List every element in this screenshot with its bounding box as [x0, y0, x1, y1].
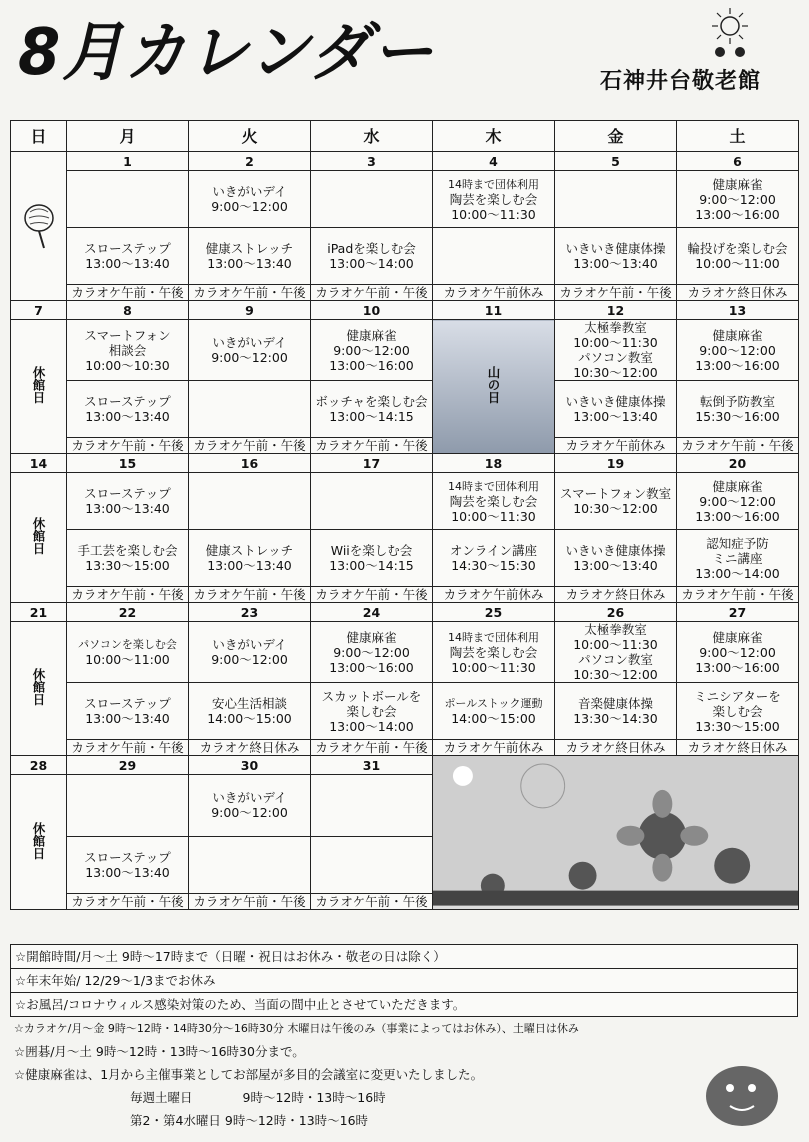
event-time: 13:00〜13:40 — [85, 864, 170, 880]
week4-dates — [11, 603, 799, 622]
date-29: 29 — [67, 756, 189, 775]
event-name: 健康麻雀 — [346, 327, 397, 343]
date-31: 31 — [311, 756, 433, 775]
event-name: 楽しむ会 — [346, 703, 397, 719]
event-name: いきいき健康体操 — [565, 394, 666, 409]
week1-dates — [11, 152, 799, 171]
date-25: 25 — [433, 603, 555, 622]
event-time: 9:00〜12:00 — [699, 493, 776, 509]
sunflower-illustration — [433, 756, 799, 910]
week3-karaoke — [11, 587, 799, 603]
closed-text: 休館日 — [31, 366, 46, 404]
event-name: いきがいデイ — [212, 335, 287, 350]
event-time: 13:00〜13:40 — [207, 256, 292, 271]
event-time: 9:00〜12:00 — [211, 652, 288, 667]
note-mahjong-sat: 毎週土曜日 9時〜12時・13時〜16時 — [130, 1090, 386, 1105]
karaoke-status: カラオケ終日休み — [677, 285, 799, 301]
week3-afternoon — [11, 530, 799, 587]
event-cell — [189, 228, 311, 285]
event-name: スマートフォン — [84, 327, 171, 343]
date-16: 16 — [189, 454, 311, 473]
week3-dates — [11, 454, 799, 473]
event-time: 9:00〜12:00 — [333, 342, 410, 358]
event-time: 13:00〜13:40 — [573, 409, 658, 424]
date-13: 13 — [677, 301, 799, 320]
karaoke-status: カラオケ午前・午後 — [311, 893, 433, 909]
event-time: 13:00〜13:40 — [85, 409, 170, 424]
karaoke-status: カラオケ午前・午後 — [677, 438, 799, 454]
event-cell — [189, 683, 311, 740]
event-name: パソコンを楽しむ会 — [78, 638, 177, 651]
event-cell — [555, 320, 677, 381]
date-8: 8 — [67, 301, 189, 320]
event-name: スローステップ — [84, 486, 171, 501]
week1-sun-cell — [11, 152, 67, 301]
note-bath: ☆お風呂/コロナウィルス感染対策のため、当面の間中止とさせていただきます。 — [10, 993, 798, 1017]
event-cell — [311, 320, 433, 381]
weekday-sun: 日 — [11, 121, 67, 152]
note-go: ☆囲碁/月〜土 9時〜12時・13時〜16時30分まで。 — [14, 1044, 305, 1059]
mascot-illustration — [690, 1036, 790, 1132]
event-time: 13:00〜16:00 — [695, 508, 780, 524]
event-cell — [189, 171, 311, 228]
date-21: 21 — [11, 603, 67, 622]
karaoke-status: カラオケ午前・午後 — [67, 285, 189, 301]
event-time: 9:00〜12:00 — [699, 644, 776, 660]
event-cell — [677, 381, 799, 438]
date-18: 18 — [433, 454, 555, 473]
event-time: 10:00〜11:30 — [451, 206, 536, 222]
note-mahjong-wed: 第2・第4水曜日 9時〜12時・13時〜16時 — [130, 1113, 369, 1128]
weekday-tue: 火 — [189, 121, 311, 152]
event-time: 9:00〜12:00 — [211, 350, 288, 365]
karaoke-status: カラオケ午前休み — [433, 740, 555, 756]
event-cell — [311, 381, 433, 438]
week4-afternoon — [11, 683, 799, 740]
week3-morning — [11, 473, 799, 530]
date-7: 7 — [11, 301, 67, 320]
week1-morning — [11, 171, 799, 228]
event-name: ミニシアターを — [694, 688, 781, 704]
event-cell — [555, 381, 677, 438]
event-name: いきいき健康体操 — [565, 241, 666, 256]
event-name: いきがいデイ — [212, 790, 287, 806]
event-cell — [67, 836, 189, 893]
event-time: 13:00〜16:00 — [695, 659, 780, 675]
event-cell — [67, 381, 189, 438]
closed-day-label — [11, 473, 67, 603]
karaoke-status: カラオケ午前・午後 — [189, 438, 311, 454]
event-cell — [311, 683, 433, 740]
event-time: 13:00〜13:40 — [207, 558, 292, 573]
karaoke-status: カラオケ午前・午後 — [311, 285, 433, 301]
date-11: 11 — [433, 301, 555, 320]
page-title: 8月カレンダー — [18, 16, 435, 90]
karaoke-status: カラオケ終日休み — [677, 740, 799, 756]
event-name: 陶芸を楽しむ会 — [449, 644, 538, 660]
event-name: iPadを楽しむ会 — [327, 241, 416, 256]
event-cell — [189, 530, 311, 587]
weekday-fri: 金 — [555, 121, 677, 152]
event-time: 10:00〜11:30 — [451, 659, 536, 675]
event-tag: 14時まで団体利用 — [448, 630, 539, 644]
event-cell — [67, 622, 189, 683]
date-17: 17 — [311, 454, 433, 473]
date-26: 26 — [555, 603, 677, 622]
event-time: 9:00〜12:00 — [211, 805, 288, 821]
event-time: 9:00〜12:00 — [333, 644, 410, 660]
event-cell — [311, 775, 433, 837]
event-name: 健康麻雀 — [712, 176, 763, 192]
event-name: 健康ストレッチ — [205, 543, 294, 558]
event-cell — [311, 473, 433, 530]
event-cell — [67, 473, 189, 530]
event-name: 健康麻雀 — [712, 478, 763, 494]
event-time: 13:00〜14:00 — [329, 718, 414, 734]
event-name: 太極拳教室 — [584, 320, 647, 335]
event-time: 13:00〜14:00 — [329, 256, 414, 271]
closed-day-label — [11, 320, 67, 454]
event-name: いきがいデイ — [212, 184, 287, 199]
event-cell — [433, 622, 555, 683]
event-cell — [311, 530, 433, 587]
event-cell — [311, 228, 433, 285]
holiday-mountain-day — [433, 320, 555, 454]
date-10: 10 — [311, 301, 433, 320]
event-name: 陶芸を楽しむ会 — [449, 191, 538, 207]
event-name: パソコン教室 — [578, 652, 653, 667]
event-cell — [555, 683, 677, 740]
event-time: 9:00〜12:00 — [699, 191, 776, 207]
organization-name: 石神井台敬老館 — [600, 69, 762, 94]
event-cell — [677, 473, 799, 530]
date-5: 5 — [555, 152, 677, 171]
event-cell — [311, 622, 433, 683]
karaoke-status: カラオケ午前・午後 — [189, 587, 311, 603]
event-cell — [67, 171, 189, 228]
event-cell — [67, 775, 189, 837]
event-name: スローステップ — [84, 696, 171, 711]
event-cell — [433, 171, 555, 228]
week4-morning — [11, 622, 799, 683]
karaoke-status: カラオケ午前・午後 — [67, 587, 189, 603]
weekday-thu: 木 — [433, 121, 555, 152]
event-cell — [67, 530, 189, 587]
calendar-table — [10, 120, 799, 910]
karaoke-status: カラオケ終日休み — [555, 740, 677, 756]
event-cell — [433, 530, 555, 587]
event-name: いきがいデイ — [212, 637, 287, 652]
karaoke-status: カラオケ終日休み — [189, 740, 311, 756]
event-time: 10:00〜11:00 — [85, 652, 170, 667]
event-name: スローステップ — [84, 241, 171, 256]
event-name: 健康麻雀 — [346, 629, 397, 645]
date-3: 3 — [311, 152, 433, 171]
event-time: 10:00〜11:30 — [451, 508, 536, 524]
karaoke-status: カラオケ午前・午後 — [67, 740, 189, 756]
date-23: 23 — [189, 603, 311, 622]
week2-karaoke — [11, 438, 799, 454]
week4-karaoke — [11, 740, 799, 756]
date-14: 14 — [11, 454, 67, 473]
event-cell — [555, 530, 677, 587]
karaoke-status: カラオケ午前休み — [433, 587, 555, 603]
event-time: 10:30〜12:00 — [573, 667, 658, 682]
event-cell — [677, 320, 799, 381]
event-cell — [189, 775, 311, 837]
event-name: 輪投げを楽しむ会 — [687, 241, 788, 256]
sunflower-image — [433, 756, 798, 906]
date-27: 27 — [677, 603, 799, 622]
event-name: 手工芸を楽しむ会 — [77, 543, 178, 558]
event-cell — [555, 473, 677, 530]
event-name: 相談会 — [108, 342, 147, 358]
event-time: 13:30〜15:00 — [695, 718, 780, 734]
event-time: 13:30〜15:00 — [85, 558, 170, 573]
date-4: 4 — [433, 152, 555, 171]
event-cell — [677, 622, 799, 683]
event-cell — [67, 320, 189, 381]
event-cell — [67, 683, 189, 740]
weekday-mon: 月 — [67, 121, 189, 152]
karaoke-status: カラオケ午前休み — [433, 285, 555, 301]
event-cell — [677, 171, 799, 228]
event-time: 10:00〜11:00 — [695, 256, 780, 271]
event-cell — [677, 228, 799, 285]
paper-fan-icon — [22, 202, 56, 250]
event-time: 10:00〜11:30 — [573, 637, 658, 652]
event-name: 認知症予防 — [706, 535, 769, 551]
karaoke-status: カラオケ午前・午後 — [189, 893, 311, 909]
event-cell — [311, 171, 433, 228]
event-time: 13:00〜13:40 — [85, 501, 170, 516]
event-time: 13:00〜16:00 — [695, 206, 780, 222]
event-time: 14:00〜15:00 — [451, 711, 536, 726]
holiday-text: 山の日 — [486, 366, 501, 404]
event-time: 13:30〜14:30 — [573, 711, 658, 726]
event-cell — [189, 836, 311, 893]
event-time: 13:00〜16:00 — [695, 357, 780, 373]
karaoke-status: カラオケ午前・午後 — [677, 587, 799, 603]
event-name: ミニ講座 — [712, 550, 763, 566]
event-name: 音楽健康体操 — [577, 696, 653, 711]
event-cell — [555, 171, 677, 228]
event-name: 楽しむ会 — [712, 703, 763, 719]
event-time: 14:30〜15:30 — [451, 558, 536, 573]
date-19: 19 — [555, 454, 677, 473]
event-time: 13:00〜13:40 — [85, 256, 170, 271]
week2-afternoon — [11, 381, 799, 438]
event-time: 13:00〜13:40 — [573, 256, 658, 271]
week2-dates — [11, 301, 799, 320]
closed-day-label — [11, 775, 67, 910]
event-cell — [189, 320, 311, 381]
karaoke-status: カラオケ午前・午後 — [311, 587, 433, 603]
event-name: ポールストック運動 — [444, 697, 543, 710]
event-time: 13:00〜16:00 — [329, 357, 414, 373]
event-cell — [433, 228, 555, 285]
event-name: パソコン教室 — [578, 350, 653, 365]
event-time: 10:00〜11:30 — [573, 335, 658, 350]
event-cell — [67, 228, 189, 285]
event-time: 15:30〜16:00 — [695, 409, 780, 424]
sun-children-icon — [704, 6, 756, 62]
event-time: 10:00〜10:30 — [85, 357, 170, 373]
event-name: 太極拳教室 — [584, 622, 647, 637]
closed-day-label — [11, 622, 67, 756]
event-cell — [433, 683, 555, 740]
event-tag: 14時まで団体利用 — [448, 177, 539, 191]
event-name: スローステップ — [84, 849, 171, 865]
event-name: Wiiを楽しむ会 — [330, 543, 413, 558]
week1-afternoon — [11, 228, 799, 285]
note-karaoke: ☆カラオケ/月〜金 9時〜12時・14時30分〜16時30分 木曜日は午後のみ（事業によってはお休み）、土曜日は休み — [14, 1022, 579, 1035]
week5-dates — [11, 756, 799, 775]
date-9: 9 — [189, 301, 311, 320]
karaoke-status: カラオケ終日休み — [555, 587, 677, 603]
event-tag: 14時まで団体利用 — [448, 479, 539, 493]
date-30: 30 — [189, 756, 311, 775]
karaoke-status: カラオケ午前・午後 — [189, 285, 311, 301]
date-12: 12 — [555, 301, 677, 320]
notes-section — [10, 944, 798, 1132]
event-cell — [677, 683, 799, 740]
date-22: 22 — [67, 603, 189, 622]
date-6: 6 — [677, 152, 799, 171]
event-name: 健康麻雀 — [712, 629, 763, 645]
event-name: 健康ストレッチ — [205, 241, 294, 256]
event-cell — [555, 228, 677, 285]
karaoke-status: カラオケ午前・午後 — [67, 438, 189, 454]
event-time: 9:00〜12:00 — [211, 199, 288, 214]
note-mahjong: ☆健康麻雀は、1月から主催事業としてお部屋が多目的会議室に変更いたしました。 — [14, 1067, 484, 1082]
date-2: 2 — [189, 152, 311, 171]
event-cell — [433, 473, 555, 530]
karaoke-status: カラオケ午前・午後 — [311, 438, 433, 454]
event-time: 10:30〜12:00 — [573, 365, 658, 380]
event-time: 14:00〜15:00 — [207, 711, 292, 726]
event-name: スローステップ — [84, 394, 171, 409]
weekday-sat: 土 — [677, 121, 799, 152]
event-name: 安心生活相談 — [211, 696, 287, 711]
event-cell — [555, 622, 677, 683]
closed-text: 休館日 — [31, 668, 46, 706]
event-name: 健康麻雀 — [712, 327, 763, 343]
event-time: 13:00〜14:15 — [329, 409, 414, 424]
closed-text: 休館日 — [31, 821, 46, 860]
karaoke-status: カラオケ午前・午後 — [311, 740, 433, 756]
weekday-wed: 水 — [311, 121, 433, 152]
closed-text: 休館日 — [31, 517, 46, 555]
karaoke-status: カラオケ午前・午後 — [555, 285, 677, 301]
event-cell — [189, 473, 311, 530]
karaoke-status: カラオケ午前休み — [555, 438, 677, 454]
event-time: 13:00〜13:40 — [85, 711, 170, 726]
event-time: 13:00〜13:40 — [573, 558, 658, 573]
event-time: 9:00〜12:00 — [699, 342, 776, 358]
weekday-header-row — [11, 121, 799, 152]
event-time: 13:00〜14:00 — [695, 565, 780, 581]
week1-karaoke — [11, 285, 799, 301]
event-time: 10:30〜12:00 — [573, 501, 658, 516]
note-hours: ☆開館時間/月〜土 9時〜17時まで（日曜・祝日はお休み・敬老の日は除く） — [10, 944, 798, 969]
event-name: いきいき健康体操 — [565, 543, 666, 558]
note-new-year: ☆年末年始/ 12/29〜1/3までお休み — [10, 969, 798, 993]
date-15: 15 — [67, 454, 189, 473]
event-time: 13:00〜14:15 — [329, 558, 414, 573]
event-cell — [311, 836, 433, 893]
event-name: ボッチャを楽しむ会 — [315, 394, 428, 409]
event-cell — [189, 381, 311, 438]
date-28: 28 — [11, 756, 67, 775]
event-cell — [189, 622, 311, 683]
event-name: オンライン講座 — [449, 543, 538, 558]
event-name: 陶芸を楽しむ会 — [449, 493, 538, 509]
week2-morning — [11, 320, 799, 381]
event-cell — [677, 530, 799, 587]
event-name: スカットボールを — [321, 688, 422, 704]
date-24: 24 — [311, 603, 433, 622]
karaoke-status: カラオケ午前・午後 — [67, 893, 189, 909]
event-name: スマートフォン教室 — [559, 486, 672, 501]
date-1: 1 — [67, 152, 189, 171]
date-20: 20 — [677, 454, 799, 473]
event-name: 転倒予防教室 — [699, 394, 775, 409]
event-time: 13:00〜16:00 — [329, 659, 414, 675]
